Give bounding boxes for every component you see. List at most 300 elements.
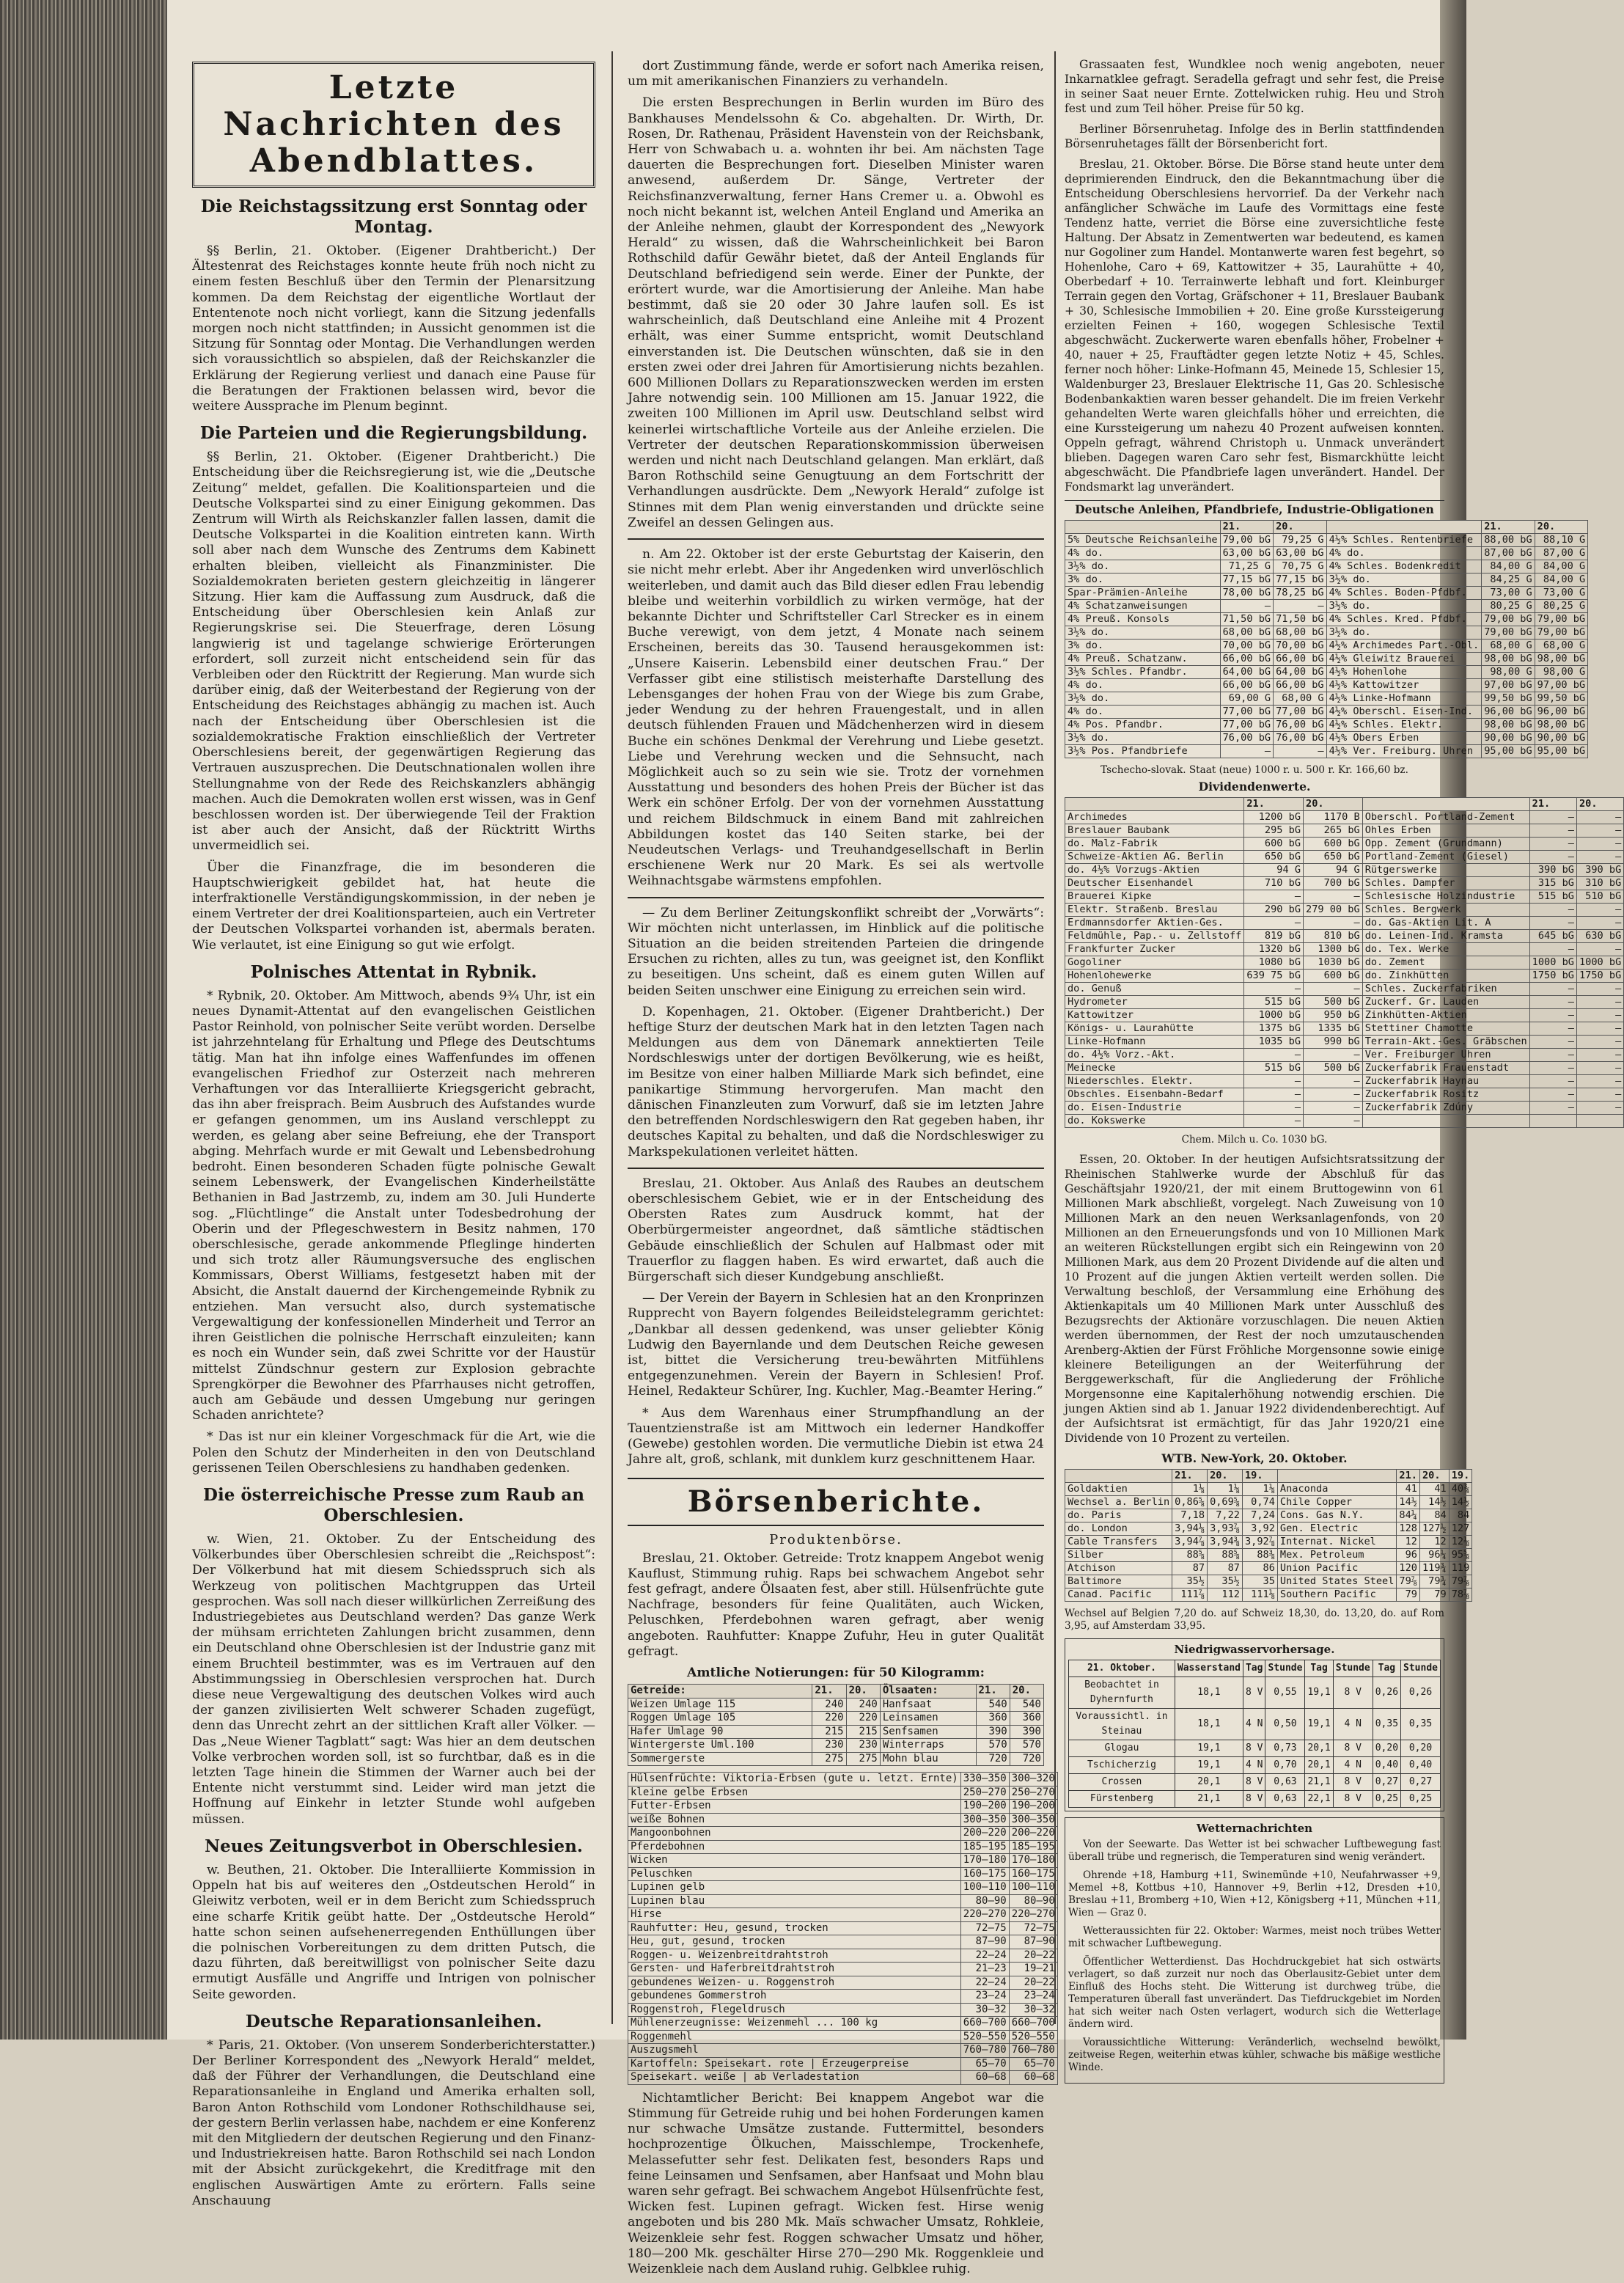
table-cell: Wechsel a. Berlin bbox=[1065, 1496, 1172, 1509]
table-cell: 94 G bbox=[1244, 864, 1304, 877]
table-cell: 570 bbox=[976, 1739, 1010, 1753]
table-cell: 66,00 bG bbox=[1274, 653, 1326, 666]
table-cell: Roggen- u. Weizenbreitdrahtstroh bbox=[628, 1949, 961, 1963]
table-cell: 64,00 bG bbox=[1220, 666, 1273, 679]
table-cell: 4% Schles. Boden-Pfdbf. bbox=[1326, 587, 1482, 600]
table-cell: Obschles. Eisenbahn-Bedarf bbox=[1065, 1088, 1244, 1102]
article-paragraph: Über die Finanzfrage, die im besonderen die Hauptschwierigkeit gebildet hat, hat heute die interfraktionelle Verständigungskommission, in der neben je einem Vertreter der drei Koalitionsparteien, auch ein Vertreter der Deutschen Volkspartei vorhanden ist, abermals beraten. Wie verlautet, ist eine Einigung so gut wie erfolgt. bbox=[192, 860, 595, 953]
table-cell: — bbox=[1576, 917, 1623, 930]
table-row bbox=[628, 1773, 1058, 1787]
book-binding-edge bbox=[0, 0, 167, 2040]
table-cell: 300—350 bbox=[960, 1813, 1009, 1827]
column-2-articles bbox=[628, 59, 1044, 1467]
table-cell: 100—110 bbox=[1009, 1881, 1057, 1895]
table-cell: — bbox=[1244, 1102, 1304, 1115]
article-paragraph: n. Am 22. Oktober ist der erste Geburtstag der Kaiserin, den sie nicht mehr erlebt. Aber ihr Angedenken wird unverlöschlich weiterleben, und damit auch das Bild dieser edlen Frau lebendig bleibe und weiterhin vorbildlich zu wirken vermöge, hat der bekannte Dichter und Schriftsteller Carl Strecker es in einem Buche verewigt, von dem jetzt, 4 Monate nach seinem Erscheinen, bereits das 30. Tausend herausgekommen ist: „Unsere Kaiserin. Lebensbild einer deutschen Frau.“ Der Verfasser gibt eine stilistisch meisterhafte Darstellung des Lebensganges der hohen Frau von der Wiege bis zum Grabe, jeder Wendung zu der hehren Frauengestalt, und in allen deutsch fühlenden Frauen und Mädchenherzen wird in diesem Buche ein schönes Denkmal der Verehrung und Liebe gesetzt. Liebe und Verehrung wecken und die Sehnsucht, nach Möglichkeit auch so zu sein wie sie. Trotz der vornehmen Ausstattung und besonders des hohen Preis der Bücher ist das Werk ein schöner Erfolg. Der von der vornehmen Ausstattung und reichem Bildschmuck in einem Band mit zahlreichen Abbildungen kostet das 140 Seiten starke, bei der Neudeutschen Verlags- und Treuhandgesellschaft in Berlin erschienene Werk nur 20 Mark. Es sei als wertvolle Weihnachtsgabe wärmstens empfohlen. bbox=[628, 547, 1044, 889]
article-separator bbox=[628, 538, 1044, 540]
table-row bbox=[1065, 706, 1588, 719]
table-cell: 84¼ bbox=[1397, 1509, 1420, 1522]
table-cell: Roggenstroh, Flegeldrusch bbox=[628, 2003, 961, 2017]
table-cell: 390 bbox=[1010, 1725, 1043, 1739]
table-cell: 290 bG bbox=[1244, 904, 1304, 917]
table-cell: — bbox=[1304, 1115, 1363, 1128]
article-paragraph: §§ Berlin, 21. Oktober. (Eigener Drahtbericht.) Der Ältestenrat des Reichstages konnte heute früh noch nicht zu einem festen Beschluß über den Termin der Plenarsitzung kommen. Da dem Reichstag der eigentliche Wortlaut der Ententenote noch nicht vorliegt, kann die Sitzung jedenfalls morgen noch nicht stattfinden; in Aussicht genommen ist die Sitzung für Sonntag oder Montag. Die Verhandlungen werden sich voraussichtlich so abspielen, daß der Reichskanzler die Erklärung der Regierung verliest und danach eine Pause für die Beratungen der Fraktionen belassen wird, bevor die weitere Aussprache im Plenum beginnt. bbox=[192, 243, 595, 414]
article-paragraph: Breslau, 21. Oktober. Aus Anlaß des Raubes an deutschem oberschlesischem Gebiet, wie er in der Entscheidung des Obersten Rates zum Ausdruck kommt, hat der Oberbürgermeister angeordnet, daß sämtliche städtischen Gebäude einschließlich der Schulen auf Halbmast oder mit Trauerflor zu flaggen haben. Es wird erwartet, daß auch die Bürgerschaft sich dieser Kundgebung anschließt. bbox=[628, 1176, 1044, 1285]
table-cell: 360 bbox=[976, 1712, 1010, 1726]
table-cell: 84 bbox=[1449, 1509, 1472, 1522]
table-cell: Cable Transfers bbox=[1065, 1536, 1172, 1549]
table-cell: Hydrometer bbox=[1065, 996, 1244, 1009]
table-cell: 35½ bbox=[1208, 1575, 1243, 1588]
table-cell: 70,00 bG bbox=[1274, 640, 1326, 653]
table-cell: 279 00 bG bbox=[1304, 904, 1363, 917]
table-cell: 41 bbox=[1419, 1483, 1449, 1496]
table-cell: 78⅞ bbox=[1449, 1588, 1472, 1602]
table-cell: 30—32 bbox=[1009, 2003, 1057, 2017]
table-cell: 0,63 bbox=[1265, 1791, 1305, 1808]
table-header-cell: 20. bbox=[1304, 798, 1363, 811]
table-cell: Mangoonbohnen bbox=[628, 1827, 961, 1841]
anleihen-table-head bbox=[1065, 521, 1588, 534]
table-cell: Sommergerste bbox=[628, 1752, 812, 1766]
table-row bbox=[1069, 1791, 1441, 1808]
table-cell: 96,00 bG bbox=[1535, 706, 1587, 719]
table-cell: — bbox=[1244, 1115, 1304, 1128]
table-cell: 4½% Linke-Hofmann bbox=[1326, 692, 1482, 706]
table-cell: 190—200 bbox=[960, 1800, 1009, 1814]
table-cell: 98,00 bG bbox=[1482, 653, 1535, 666]
dividenden-table bbox=[1065, 797, 1624, 1128]
anleihen-table bbox=[1065, 520, 1588, 758]
table-row bbox=[628, 1739, 1044, 1753]
table-header-cell: 20. bbox=[1208, 1470, 1243, 1483]
table-row bbox=[628, 1963, 1058, 1976]
table-cell: 0,27 bbox=[1373, 1774, 1400, 1791]
table-cell: 220 bbox=[812, 1712, 846, 1726]
table-cell: Rütgerswerke bbox=[1362, 864, 1529, 877]
table-cell: Kartoffeln: Speisekart. rote | Erzeugerpreise bbox=[628, 2057, 961, 2071]
table-cell: 20,1 bbox=[1305, 1757, 1333, 1774]
table-cell: 220—270 bbox=[1009, 1908, 1057, 1922]
table-cell: Hülsenfrüchte: Viktoria-Erbsen (gute u. letzt. Ernte) bbox=[628, 1773, 961, 1787]
table-cell: do. Tex. Werke bbox=[1362, 943, 1529, 956]
table-cell: 71,50 bG bbox=[1220, 613, 1273, 626]
table-cell: 1200 bG bbox=[1244, 811, 1304, 824]
table-cell: 90,00 bG bbox=[1482, 732, 1535, 745]
dividenden-footnote: Chem. Milch u. Co. 1030 bG. bbox=[1181, 1134, 1328, 1146]
table-cell: 315 bG bbox=[1529, 877, 1576, 890]
table-cell: — bbox=[1244, 983, 1304, 996]
table-cell: — bbox=[1529, 1049, 1576, 1062]
table-cell: — bbox=[1529, 904, 1576, 917]
table-cell: 87—90 bbox=[1009, 1935, 1057, 1949]
weather-line: Von der Seewarte. Das Wetter ist bei schwacher Luftbewegung fast überall trübe und regnerisch, die Temperaturen sind wenig verändert. bbox=[1068, 1839, 1441, 1863]
table-header-cell: 21. Oktober. bbox=[1069, 1660, 1175, 1677]
table-cell: 79 bbox=[1397, 1588, 1420, 1602]
table-header-cell: 20. bbox=[1010, 1685, 1043, 1698]
table-cell: 3½% Pos. Pfandbriefe bbox=[1065, 745, 1221, 758]
table-cell: 84 bbox=[1419, 1509, 1449, 1522]
table-row bbox=[1065, 692, 1588, 706]
niedrigwasser-table bbox=[1068, 1660, 1441, 1808]
table-cell: 190—200 bbox=[1009, 1800, 1057, 1814]
table-cell: 7,24 bbox=[1242, 1509, 1277, 1522]
table-cell: 97,00 bG bbox=[1535, 679, 1587, 692]
produkten-title: Produktenbörse. bbox=[769, 1532, 903, 1548]
table-row bbox=[1065, 811, 1624, 824]
newyork-table-body bbox=[1065, 1483, 1472, 1602]
table-cell: — bbox=[1576, 983, 1623, 996]
article-paragraph: Die ersten Besprechungen in Berlin wurden im Büro des Bankhauses Mendelssohn & Co. abgehalten. Dr. Wirth, Dr. Rosen, Dr. Rathenau, Präsident Havenstein von der Reichsbank, Herr von Schwabach u. a. wohnten ihr bei. Am nächsten Tage dauerten die Besprechungen fort. Dieselben Minister waren anwesend, außerdem Dr. Sänge, Vertreter der Reichsfinanzverwaltung, ferner Hans Cremer u. a. Obwohl es noch nicht bekannt ist, welchen Anteil England und Amerika an der Anleihe nehmen, glaubt der Korrespondent des „Newyork Herald“ zu wissen, daß die Wahrscheinlichkeit bei Baron Rothschild dafür Gewähr bietet, daß der Anteil Englands für Deutschland befriedigend sein werde. Einer der Punkte, der erörtert wurde, war die Amortisierung der Anleihe. Man habe bestimmt, daß sie 20 oder 30 Jahre laufen soll. Es ist wahrscheinlich, daß Deutschland eine Anleihe mit 4 Prozent erhält, was einer Summe entspricht, womit Deutschland einverstanden ist. Die Deutschen wünschten, daß sie in den ersten zwei oder drei Jahren für Amortisierung nichts bezahlen. 600 Millionen Dollars zu Reparationszwecken werden im ersten Jahre notwendig sein. 100 Millionen am 15. Januar 1922, die zweiten 100 Millionen im April usw. Deutschland selbst wird keinerlei wirtschaftliche Vorteile aus der Anleihe erzielen. Die Vertreter der deutschen Reparationskommission überweisen werden und nicht nach Deutschland gelangen. Man erklärt, daß Baron Rothschild seine Genugtuung an dem Fortschritt der Verhandlungen ausdrückte. Dem „Newyork Herald“ zufolge ist Stinnes mit dem Plan wenig einverstanden und drückte seine Zweifel an dessen Gelingen aus. bbox=[628, 95, 1044, 530]
table-row bbox=[628, 1800, 1058, 1814]
newyork-footnote: Wechsel auf Belgien 7,20 do. auf Schweiz 18,30, do. 13,20, do. auf Rom 3,95, auf Amsterdam 33,95. bbox=[1065, 1608, 1444, 1632]
table-cell: 95,00 bG bbox=[1535, 745, 1587, 758]
table-row bbox=[1065, 1549, 1472, 1562]
table-row bbox=[1065, 890, 1624, 904]
table-cell: Goldaktien bbox=[1065, 1483, 1172, 1496]
table-cell: Zuckerfabrik Frauenstadt bbox=[1362, 1062, 1529, 1075]
table-row bbox=[1069, 1757, 1441, 1774]
table-row bbox=[1065, 653, 1588, 666]
article-headline: Die Reichstagssitzung erst Sonntag oder Montag. bbox=[200, 197, 587, 237]
table-cell: 23—24 bbox=[1009, 1990, 1057, 2004]
table-cell: 275 bbox=[812, 1752, 846, 1766]
table-cell: 87,00 bG bbox=[1482, 547, 1535, 560]
table-row bbox=[1065, 560, 1588, 574]
table-cell: 18,1 bbox=[1175, 1709, 1243, 1740]
table-row bbox=[1065, 574, 1588, 587]
table-cell: do. Leinen-Ind. Kramsta bbox=[1362, 930, 1529, 943]
table-cell: 760—780 bbox=[960, 2044, 1009, 2058]
article-headline: Die österreichische Presse zum Raub an Oberschlesien. bbox=[203, 1485, 584, 1526]
column-1-articles bbox=[192, 197, 595, 2209]
table-cell: do. Kokswerke bbox=[1065, 1115, 1244, 1128]
produkten-text: Breslau, 21. Oktober. Getreide: Trotz knappem Angebot wenig Kauflust, Stimmung ruhig. Raps bei schwachem Angebot sehr fest gefragt, andere Ölsaaten fest, aber still. Hülsenfrüchte gute Nachfrage, besonders für feine Qualitäten, auch Wicken, Peluschken, Pferdebohnen waren gefragt, aber wenig angeboten. Rauhfutter: Knappe Zufuhr, Heu in guter Qualität gefragt. bbox=[628, 1550, 1044, 1659]
table-cell: 63,00 bG bbox=[1274, 547, 1326, 560]
table-row bbox=[1065, 600, 1588, 613]
table-cell: 119¾ bbox=[1419, 1562, 1449, 1575]
table-cell bbox=[1362, 1115, 1529, 1128]
table-cell: 3½% do. bbox=[1065, 626, 1221, 640]
table-cell: 99,50 bG bbox=[1535, 692, 1587, 706]
table-cell: 0,40 bbox=[1401, 1757, 1441, 1774]
table-cell: — bbox=[1529, 1009, 1576, 1022]
table-row bbox=[628, 1827, 1058, 1841]
table-cell: — bbox=[1576, 943, 1623, 956]
table-cell: kleine gelbe Erbsen bbox=[628, 1786, 961, 1800]
table-cell: 4% Schles. Bodenkredit bbox=[1326, 560, 1482, 574]
table-cell: 710 bG bbox=[1244, 877, 1304, 890]
table-cell: 500 bG bbox=[1304, 1062, 1363, 1075]
table-cell: 4% Preuß. Schatzanw. bbox=[1065, 653, 1221, 666]
table-cell: 14½ bbox=[1449, 1496, 1472, 1509]
table-row bbox=[1065, 1049, 1624, 1062]
table-cell: 600 bG bbox=[1304, 970, 1363, 983]
table-cell: Futter-Erbsen bbox=[628, 1800, 961, 1814]
table-header-cell: 21. bbox=[1172, 1470, 1208, 1483]
table-cell: 70,00 bG bbox=[1220, 640, 1273, 653]
table-cell: Zuckerf. Gr. Lauden bbox=[1362, 996, 1529, 1009]
table-cell: 4% do. bbox=[1065, 547, 1221, 560]
table-cell: 819 bG bbox=[1244, 930, 1304, 943]
table-row bbox=[1065, 917, 1624, 930]
table-cell: 77,15 bG bbox=[1220, 574, 1273, 587]
table-cell: — bbox=[1244, 917, 1304, 930]
table-cell: 950 bG bbox=[1304, 1009, 1363, 1022]
table-row bbox=[1065, 1088, 1624, 1102]
table-cell: 1750 bG bbox=[1576, 970, 1623, 983]
table-row bbox=[1065, 1575, 1472, 1588]
table-cell: 21,1 bbox=[1305, 1774, 1333, 1791]
table-cell: 73,00 G bbox=[1535, 587, 1587, 600]
table-header-cell: Stunde bbox=[1401, 1660, 1441, 1677]
table-cell: 230 bbox=[812, 1739, 846, 1753]
table-cell: 1080 bG bbox=[1244, 956, 1304, 970]
table-row bbox=[1065, 1522, 1472, 1536]
table-row bbox=[1065, 1102, 1624, 1115]
table-row bbox=[1065, 534, 1588, 547]
table-cell: — bbox=[1576, 1022, 1623, 1036]
market-paragraph: Breslau, 21. Oktober. Börse. Die Börse stand heute unter dem deprimierenden Eindruck, den die Bekanntmachung über die Entscheidung Oberschlesiens hervorrief. Da der Verkehr nach anfänglicher Schwäche im Laufe des Vormittags eine feste Tendenz hatte, verriet die Börse eine zuversichtliche feste Haltung. Der Absatz in Zementwerten war bedeutend, es kamen nur Gogoliner zum Handel. Montanwerte waren fest begehrt, so Hohenlohe, Caro + 69, Kattowitzer + 35, Laurahütte + 40, Oberbedarf + 10. Terrainwerte lebhaft und fort. Kleinburger Terrain gegen den Vortag, Gräfschoner + 11, Breslauer Baubank + 30, Schlesische Immobilien + 20. Eine große Kurssteigerung erzielten Feinen + 160, wogegen Schlesische Textil abgeschwächt. Zuckerwerte waren ebenfalls höher, Frobelner + 40, nauer + 25, Frauftädter gegen letzte Notiz + 45, Schles. ferner noch höher: Linke-Hofmann 45, Meinede 15, Schlesier 15, Waldenburger 23, Breslauer Elektrische 11, Gas 20. Schlesische Bodenbankaktien waren besser gehandelt. Die im freien Verkehr gehandelten Werte waren gleichfalls höher und erreichten, die eine Kurssteigerung um nahezu 40 Prozent aufweisen konnten. Oppeln gefragt, während Christoph u. Unmack unverändert blieben. Dagegen waren Caro sehr fest, Bismarckhütte leicht abgeschwächt. Die Pfandbriefe lagen unverändert. Handel. Der Fondsmarkt lag unverändert. bbox=[1065, 158, 1444, 494]
table-cell: 600 bG bbox=[1304, 838, 1363, 851]
table-cell: 35 bbox=[1242, 1575, 1277, 1588]
table-row bbox=[1065, 1536, 1472, 1549]
table-cell: — bbox=[1529, 1088, 1576, 1102]
table-cell: 84,25 G bbox=[1482, 574, 1535, 587]
table-cell: 1320 bG bbox=[1244, 943, 1304, 956]
table-cell: 70,75 G bbox=[1274, 560, 1326, 574]
article-headline: Neues Zeitungsverbot in Oberschlesien. bbox=[205, 1836, 583, 1856]
table-cell: 360 bbox=[1010, 1712, 1043, 1726]
table-cell: — bbox=[1529, 851, 1576, 864]
table-cell: 250—270 bbox=[960, 1786, 1009, 1800]
table-cell: 1000 bG bbox=[1576, 956, 1623, 970]
table-cell: — bbox=[1529, 1036, 1576, 1049]
table-cell: 200—220 bbox=[1009, 1827, 1057, 1841]
table-header-cell: Tag bbox=[1305, 1660, 1333, 1677]
table-cell: 95,00 bG bbox=[1482, 745, 1535, 758]
table-cell: 65—70 bbox=[960, 2057, 1009, 2071]
table-cell: 7,22 bbox=[1208, 1509, 1243, 1522]
table-cell: 7,18 bbox=[1172, 1509, 1208, 1522]
table-cell: 0,55 bbox=[1265, 1677, 1305, 1709]
table-row bbox=[1065, 1562, 1472, 1575]
table-cell: 68,00 G bbox=[1535, 640, 1587, 653]
table-cell: 4 N bbox=[1333, 1709, 1373, 1740]
table-cell: Peluschken bbox=[628, 1867, 961, 1881]
table-cell: 1030 bG bbox=[1304, 956, 1363, 970]
table-cell: Mohn blau bbox=[880, 1752, 976, 1766]
article-separator bbox=[628, 897, 1044, 898]
table-cell: 300—350 bbox=[1009, 1813, 1057, 1827]
table-row bbox=[1069, 1774, 1441, 1791]
table-cell: 650 bG bbox=[1304, 851, 1363, 864]
table-cell: 72—75 bbox=[960, 1921, 1009, 1935]
table-cell: 1035 bG bbox=[1244, 1036, 1304, 1049]
table-cell: do. 4½% Vorz.-Akt. bbox=[1065, 1049, 1244, 1062]
table-cell: 600 bG bbox=[1244, 838, 1304, 851]
table-cell: do. Genuß bbox=[1065, 983, 1244, 996]
table-cell: 79 bbox=[1419, 1588, 1449, 1602]
table-cell: 0,70 bbox=[1265, 1757, 1305, 1774]
table-cell: 650 bG bbox=[1244, 851, 1304, 864]
table-cell: 250—270 bbox=[1009, 1786, 1057, 1800]
table-cell: 68,00 bG bbox=[1274, 626, 1326, 640]
table-cell: 80—90 bbox=[960, 1894, 1009, 1908]
market-paragraph: Grassaaten fest, Wundklee noch wenig angeboten, neuer Inkarnatklee gefragt. Seradella gefragt und sehr fest, die Preise in seiner Saat neuer Ernte. Zottelwicken ruhig. Heu und Stroh fest und zum Teil höher. Preise für 50 kg. bbox=[1065, 58, 1444, 115]
table-header-cell: Wasserstand bbox=[1175, 1660, 1243, 1677]
table-cell: 390 bG bbox=[1529, 864, 1576, 877]
table-cell: 4% Pos. Pfandbr. bbox=[1065, 719, 1221, 732]
table-cell: 4½% Oberschl. Eisen-Ind. bbox=[1326, 706, 1482, 719]
article-headline: Polnisches Attentat in Rybnik. bbox=[250, 961, 537, 982]
table-cell: Internat. Nickel bbox=[1277, 1536, 1397, 1549]
table-row bbox=[1065, 679, 1588, 692]
table-cell: Zuckerfabrik Haynau bbox=[1362, 1075, 1529, 1088]
table-cell: — bbox=[1304, 890, 1363, 904]
table-cell: 88,00 bG bbox=[1482, 534, 1535, 547]
table-row bbox=[1065, 613, 1588, 626]
table-cell: Elektr. Straßenb. Breslau bbox=[1065, 904, 1244, 917]
table-header-cell: 20. bbox=[1535, 521, 1587, 534]
table-cell: 76,00 bG bbox=[1274, 719, 1326, 732]
table-cell: 760—780 bbox=[1009, 2044, 1057, 2058]
table-cell: 0,26 bbox=[1401, 1677, 1441, 1709]
table-cell: 4½% Obers Erben bbox=[1326, 732, 1482, 745]
table-cell: 170—180 bbox=[960, 1854, 1009, 1868]
table-cell: 3½% do. bbox=[1326, 574, 1482, 587]
table-cell: 127 bbox=[1449, 1522, 1472, 1536]
table-cell: Meinecke bbox=[1065, 1062, 1244, 1075]
table-cell: 240 bbox=[846, 1698, 880, 1712]
table-cell: 5% Deutsche Reichsanleihe bbox=[1065, 534, 1221, 547]
table-row bbox=[628, 1908, 1058, 1922]
table-cell: 21—23 bbox=[960, 1963, 1009, 1976]
table-cell: Terrain-Akt.-Ges. Gräbschen bbox=[1362, 1036, 1529, 1049]
table-cell: 98,00 G bbox=[1535, 666, 1587, 679]
table-header-cell bbox=[1065, 1470, 1172, 1483]
table-cell: 0,27 bbox=[1401, 1774, 1441, 1791]
table-cell: — bbox=[1529, 1022, 1576, 1036]
table-row bbox=[1065, 587, 1588, 600]
table-cell: Gogoliner bbox=[1065, 956, 1244, 970]
table-cell: 330—350 bbox=[960, 1773, 1009, 1787]
table-cell: 19,1 bbox=[1305, 1709, 1333, 1740]
table-header-cell bbox=[1362, 798, 1529, 811]
table-cell: — bbox=[1576, 1062, 1623, 1075]
masthead: Letzte Nachrichten des Abendblattes. bbox=[192, 62, 595, 188]
table-cell: 720 bbox=[976, 1752, 1010, 1766]
table-cell: 99,50 bG bbox=[1482, 692, 1535, 706]
table-cell: 88,10 G bbox=[1535, 534, 1587, 547]
table-header-cell: 21. bbox=[1220, 521, 1273, 534]
table-cell: 68,00 G bbox=[1274, 692, 1326, 706]
article-paragraph: §§ Berlin, 21. Oktober. (Eigener Drahtbericht.) Die Entscheidung über die Reichsregierung ist, wie die „Deutsche Zeitung“ meldet, gefallen. Die Koalitionsparteien und die Deutsche Volkspartei sind zu einer Einigung gekommen. Das Zentrum will Wirth als Reichskanzler fallen lassen, damit die Deutsche Volkspartei in die Koalition eintreten kann. Wirth soll aber nach dem Wunsche des Zentrums dem Kabinett erhalten bleiben, vielleicht als Finanzminister. Die Sozialdemokraten berieten gestern gleichzeitig in längerer Sitzung. Hier kam die Auffassung zum Ausdruck, daß die Entscheidung über Oberschlesien kein Anlaß zur Regierungskrise sei. Die Steuerfrage, deren Lösung langwierig ist und tagelange schwierige Erörterungen erfordert, soll zurzeit nicht entscheidend sein für das Verbleiben oder den Rücktritt der Regierung. Man wurde sich darüber einig, daß der Weiterbestand der Regierung von der Entscheidung des Reichstages abhängig zu machen ist. Auch nach der Entscheidung über Oberschlesien ist die sozialdemokratische Fraktion einschließlich der Vertreter Oberschlesiens bereit, der gegenwärtigen Regierung das Vertrauen auszusprechen. Die Deutschnationalen wollen ihre Stellungnahme von der Rede des Reichskanzlers abhängig machen. Auch die Demokraten wollen erst wissen, was in Genf beschlossen worden ist. Der überwiegende Teil der Fraktion ist aber auch der Ansicht, daß der Rücktritt Wirths unvermeidlich sei. bbox=[192, 450, 595, 854]
table-cell: 4 N bbox=[1333, 1757, 1373, 1774]
table-cell: 3,94⅛ bbox=[1172, 1522, 1208, 1536]
table-cell: Lupinen blau bbox=[628, 1894, 961, 1908]
table-cell: 8 V bbox=[1333, 1774, 1373, 1791]
column-1 bbox=[192, 62, 595, 2215]
table-cell: 0,40 bbox=[1373, 1757, 1400, 1774]
table-cell: 23—24 bbox=[960, 1990, 1009, 2004]
table-cell: Leinsamen bbox=[880, 1712, 976, 1726]
table-cell: 98,00 bG bbox=[1535, 653, 1587, 666]
table-cell: 80,25 G bbox=[1535, 600, 1587, 613]
article-paragraph: w. Wien, 21. Oktober. Zu der Entscheidung des Völkerbundes über Oberschlesien schreibt die „Reichspost“: Der Völkerbund hat mit diesem Schiedsspruch sich als Werkzeug von politischen Machtgruppen das Urteil gesprochen. Was soll nach dieser willkürlichen Zerreißung des Industriegebietes aus Deutschland werden? Das ganze Werk der mühsam errichteten Zahlungen bricht zusammen, denn ein Deutschland ohne Oberschlesien ist der Industrie ganz mit einem Bruchteil bestimmter, was es im Vertrauen auf den Abstimmungssieg in Oberschlesien versprochen hat. Durch diese neue Vergewaltigung des deutschen Volkes wird auch der ganzen zivilisierten Welt schwerer Schaden zugefügt, denn das Unrecht zehrt an der sittlichen Kraft aller Völker. — Das „Neue Wiener Tagblatt“ sagt: Was hier an dem deutschen Volke verbrochen worden soll, ist so furchtbar, daß es in die letzten Tage hinein die Stimmen der Warner auch bei der Entente nicht verstummt sind. Leider wird man jetzt die Hoffnung auf Einkehr in letzter Stunde wohl aufgeben müssen. bbox=[192, 1532, 595, 1827]
table-cell: — bbox=[1576, 1075, 1623, 1088]
table-cell: Southern Pacific bbox=[1277, 1588, 1397, 1602]
table-cell: 4½% Ver. Freiburg. Uhren bbox=[1326, 745, 1482, 758]
table-cell: 87 bbox=[1208, 1562, 1243, 1575]
table-cell: — bbox=[1244, 1049, 1304, 1062]
table-cell: Schles. Zuckerfabriken bbox=[1362, 983, 1529, 996]
table-cell: 98,00 G bbox=[1482, 666, 1535, 679]
table-cell: 8 V bbox=[1243, 1774, 1265, 1791]
table-cell: 0,25 bbox=[1373, 1791, 1400, 1808]
article-paragraph: D. Kopenhagen, 21. Oktober. (Eigener Drahtbericht.) Der heftige Sturz der deutschen Mark hat in den letzten Tagen nach Meldungen aus dem von Dänemark annektierten Teile Nordschleswigs unter der dortigen Bevölkerung, wie es heißt, im Besitze von einer halben Milliarde Mark sich befindet, eine panikartige Stimmung hervorgerufen. Man macht den dänischen Finanzleuten zum Vorwurf, daß sie im letzten Jahre den betreffenden Nordschleswigern den Rat gegeben haben, ihr deutsches Kapital zu behalten, und daß die Nordschleswiger zu Markspekulationen verleitet hätten. bbox=[628, 1004, 1044, 1159]
table-cell: Heu, gut, gesund, trocken bbox=[628, 1935, 961, 1949]
table-cell: 95⅝ bbox=[1449, 1549, 1472, 1562]
table-header-cell: Ölsaaten: bbox=[880, 1685, 976, 1698]
table-row bbox=[1065, 996, 1624, 1009]
table-cell: 8 V bbox=[1243, 1791, 1265, 1808]
table-cell: Ohles Erben bbox=[1362, 824, 1529, 838]
table-cell: 275 bbox=[846, 1752, 880, 1766]
table-cell: Roggen Umlage 105 bbox=[628, 1712, 812, 1726]
table-cell: — bbox=[1220, 745, 1273, 758]
table-cell: 88⅝ bbox=[1172, 1549, 1208, 1562]
table-cell: Voraussichtl. in Steinau bbox=[1069, 1709, 1175, 1740]
table-cell: — bbox=[1304, 1075, 1363, 1088]
table-cell: Fürstenberg bbox=[1069, 1791, 1175, 1808]
table-row bbox=[1065, 864, 1624, 877]
table-header-cell: Stunde bbox=[1265, 1660, 1305, 1677]
wetter-box bbox=[1065, 1817, 1444, 2084]
table-cell: Schles. Dampfer bbox=[1362, 877, 1529, 890]
table-cell: — bbox=[1274, 745, 1326, 758]
article-paragraph: — Der Verein der Bayern in Schlesien hat an den Kronprinzen Rupprecht von Bayern folgendes Beileidstelegramm gerichtet: „Dankbar all dessen gedenkend, was unser geliebter König Ludwig den Bayernlande und dem Deutschen Reiche gewesen ist, bittet die Versicherung treu-bewährten Mitfühlens entgegenzunehmen. Verein der Bayern in Schlesien! Prof. Heinel, Redakteur Schürer, Ing. Kuchler, Mag.-Beamter Hering.“ bbox=[628, 1291, 1044, 1399]
article-paragraph: * Paris, 21. Oktober. (Von unserem Sonderberichterstatter.) Der Berliner Korrespondent des „Newyork Herald“ meldet, daß der Führer der Verhandlungen, die Deutschland eine Reparationsanleihe in England und Amerika erhalten soll, Baron Anton Rothschild vom Londoner Rothschildhause sei, der gestern Berlin verlassen habe, nachdem er eine Konferenz mit den Mitgliedern der deutschen Regierung und den Finanz- und Industriekreisen hatte. Baron Rothschild sei nach London mit der Absicht zurückgekehrt, die Kreditfrage mit den englischen Auswärtigen Amte zu erörtern. Falls seine Anschauung bbox=[192, 2037, 595, 2208]
table-cell: Feldmühle, Pap.- u. Zellstoff bbox=[1065, 930, 1244, 943]
table-cell: Speisekart. weiße | ab Verladestation bbox=[628, 2071, 961, 2085]
table-cell: 12 bbox=[1419, 1536, 1449, 1549]
table-cell: 520—550 bbox=[1009, 2030, 1057, 2044]
table-cell: 639 75 bG bbox=[1244, 970, 1304, 983]
table-header-cell: Getreide: bbox=[628, 1685, 812, 1698]
table-cell: 79⅞ bbox=[1397, 1575, 1420, 1588]
table-row bbox=[1065, 877, 1624, 890]
table-cell: 19—21 bbox=[1009, 1963, 1057, 1976]
table-header-cell: Stunde bbox=[1333, 1660, 1373, 1677]
table-cell: 84,00 G bbox=[1482, 560, 1535, 574]
table-cell: 1000 bG bbox=[1244, 1009, 1304, 1022]
table-cell: Stettiner Chamotte bbox=[1362, 1022, 1529, 1036]
table-cell: 111⅞ bbox=[1172, 1588, 1208, 1602]
table-cell: 4% do. bbox=[1065, 679, 1221, 692]
table-header-cell bbox=[1065, 521, 1221, 534]
table-row bbox=[628, 1976, 1058, 1990]
table-cell: 3½% do. bbox=[1326, 600, 1482, 613]
table-cell: 230 bbox=[846, 1739, 880, 1753]
table-cell: 30—32 bbox=[960, 2003, 1009, 2017]
newyork-title: WTB. New-York, 20. Oktober. bbox=[1161, 1451, 1348, 1465]
table-cell: 0,63 bbox=[1265, 1774, 1305, 1791]
table-cell: Ver. Freiburger Uhren bbox=[1362, 1049, 1529, 1062]
table-cell: Linke-Hofmann bbox=[1065, 1036, 1244, 1049]
table-cell: Frankfurter Zucker bbox=[1065, 943, 1244, 956]
table-row bbox=[628, 1840, 1058, 1854]
